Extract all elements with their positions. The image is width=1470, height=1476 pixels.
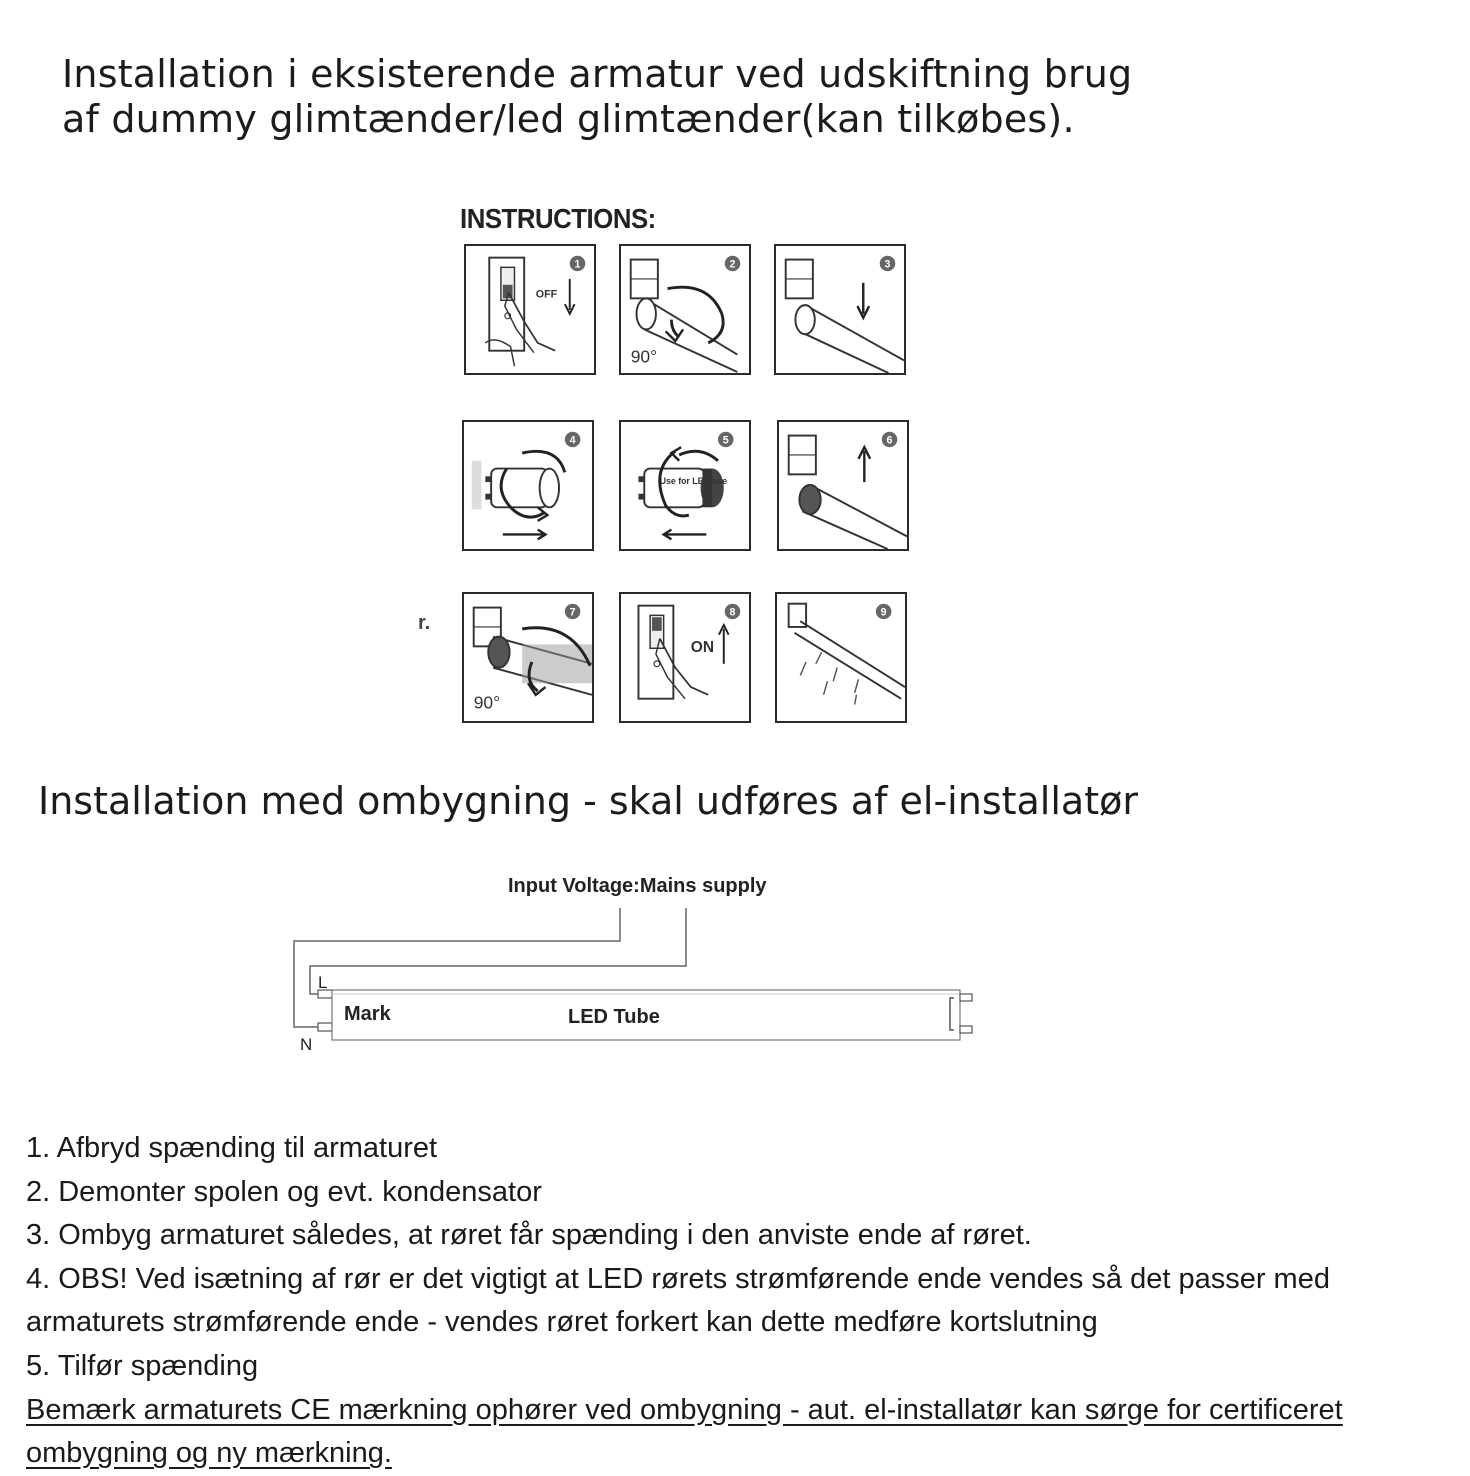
- instruction-panel-3: [774, 244, 906, 375]
- panel-2-label: 90°: [630, 346, 658, 367]
- ce-note-line-2: ombygning og ny mærkning.: [26, 1437, 392, 1470]
- instruction-panel-9: [775, 592, 907, 723]
- mark-label: Mark: [344, 1003, 391, 1025]
- panel-8-number: 8: [729, 606, 736, 619]
- instruction-panel-2: [619, 244, 751, 375]
- panel-1-label: OFF: [535, 288, 558, 301]
- panel-7-number: 7: [569, 606, 576, 619]
- panel-1-number: 1: [574, 258, 581, 271]
- instruction-panel-4: [462, 420, 594, 551]
- remove-starter-illustration: [464, 422, 592, 549]
- rewiring-steps: [26, 1127, 1466, 1476]
- step-5: 5. Tilfør spænding: [26, 1349, 259, 1382]
- insert-led-starter-illustration: [621, 422, 749, 549]
- heading-line-2: af dummy glimtænder/led glimtænder(kan tilkøbes).: [62, 97, 1075, 141]
- wiring-diagram: [280, 860, 1000, 1060]
- cropped-text-fragment: r.: [418, 612, 431, 634]
- switch-on-illustration: [621, 594, 749, 721]
- panel-5-label: Use for LED use: [659, 476, 728, 487]
- step-2: 2. Demonter spolen og evt. kondensator: [26, 1175, 542, 1208]
- insert-led-tube-illustration: [779, 422, 907, 549]
- step-4-continued: armaturets strømførende ende - vendes røret forkert kan dette medføre kortslutning: [26, 1306, 1098, 1339]
- heading-line-1: Installation i eksisterende armatur ved udskiftning brug: [62, 52, 1133, 96]
- panel-7-label: 90°: [473, 692, 501, 713]
- instruction-panel-8: [619, 592, 751, 723]
- instructions-title: INSTRUCTIONS:: [460, 203, 656, 234]
- instruction-panel-1: [464, 244, 596, 375]
- instruction-panel-7: [462, 592, 594, 723]
- panel-6-number: 6: [886, 434, 893, 447]
- panel-8-label: ON: [690, 639, 715, 657]
- step-1: 1. Afbryd spænding til armaturet: [26, 1132, 438, 1164]
- right-pin-bottom: [960, 1026, 972, 1033]
- tube-lit-illustration: [777, 594, 905, 721]
- step-4: 4. OBS! Ved isætning af rør er det vigtigt at LED rørets strømførende ende vendes så det passer med: [26, 1262, 1330, 1295]
- page-heading-rewiring: Installation med ombygning - skal udføres af el-installatør: [38, 779, 1138, 823]
- switch-off-illustration: [466, 246, 594, 373]
- neutral-label: N: [300, 1035, 313, 1054]
- right-pin-top: [960, 994, 972, 1001]
- page-heading-existing-fixture: [62, 52, 1132, 142]
- rotate-tube-illustration: [621, 246, 749, 373]
- step-3: 3. Ombyg armaturet således, at røret får spænding i den anviste ende af røret.: [26, 1219, 1032, 1252]
- live-label: L: [318, 973, 328, 992]
- ce-note-line-1: Bemærk armaturets CE mærkning ophører ved ombygning - aut. el-installatør kan sørge for certificeret: [26, 1393, 1343, 1426]
- panel-5-number: 5: [722, 434, 729, 447]
- panel-9-number: 9: [880, 606, 887, 619]
- input-voltage-label: Input Voltage:Mains supply: [508, 875, 767, 897]
- live-wire: [310, 908, 686, 994]
- panel-2-number: 2: [729, 258, 736, 271]
- left-pin-bottom: [318, 1023, 332, 1031]
- rotate-led-tube-illustration: [464, 594, 592, 721]
- instruction-panel-5: [619, 420, 751, 551]
- panel-4-number: 4: [569, 434, 576, 447]
- led-tube-label: LED Tube: [568, 1006, 660, 1028]
- instruction-panel-6: [777, 420, 909, 551]
- panel-3-number: 3: [884, 258, 891, 271]
- remove-tube-illustration: [776, 246, 904, 373]
